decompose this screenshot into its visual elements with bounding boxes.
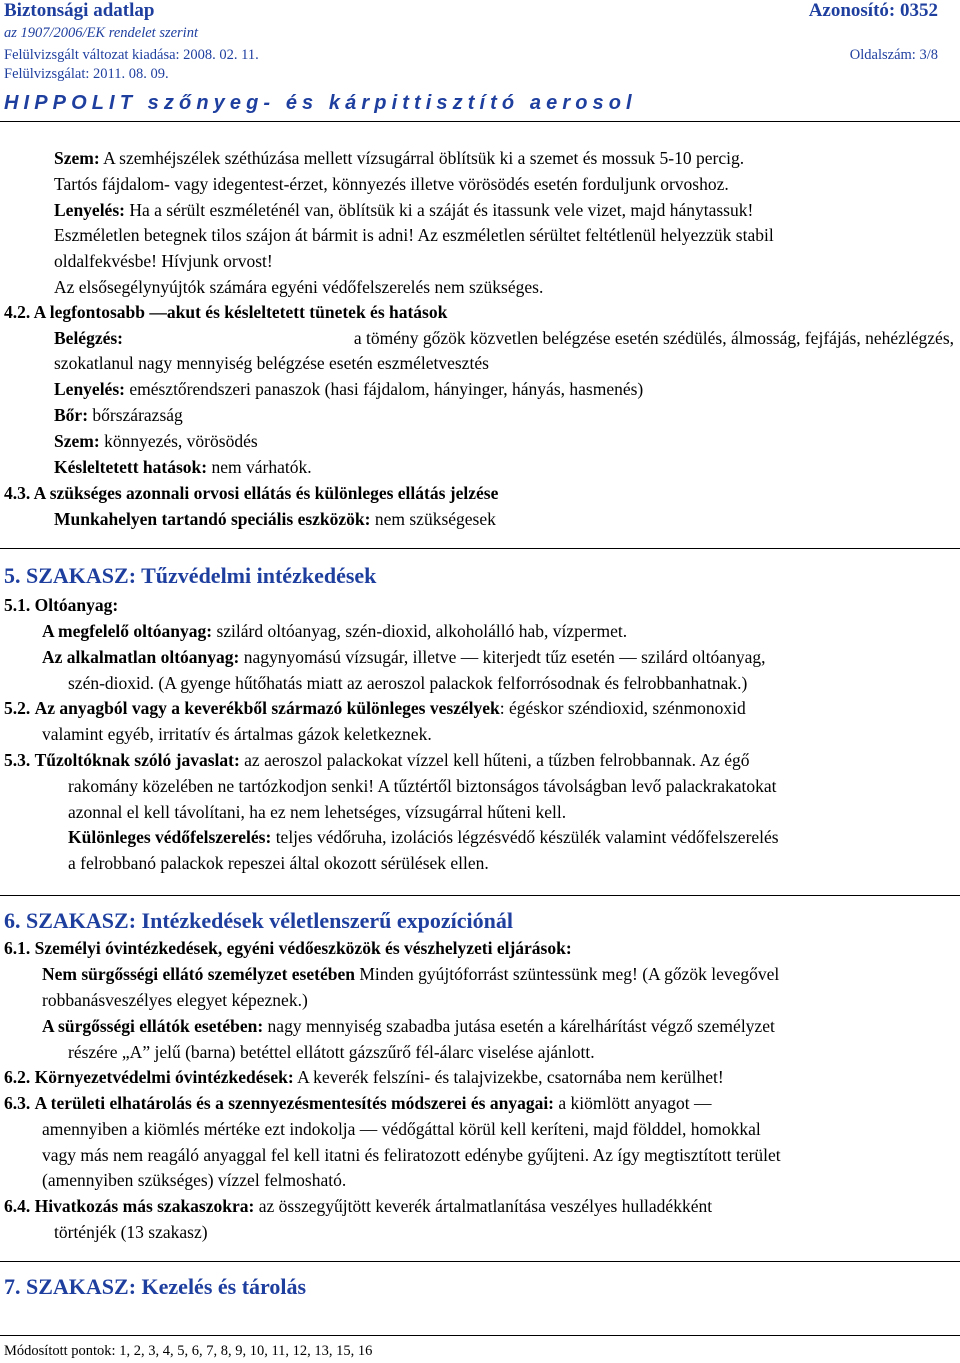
revision-info: Felülvizsgált változat kiadása: 2008. 02. 11. [4,47,259,63]
doc-id: Azonosító: 0352 [808,0,938,21]
product-name: HIPPOLIT szőnyeg- és kárpittisztító aerosol [4,92,637,114]
symptom-inhalation: Belégzés: a tömény gőzök közvetlen belégzése esetén szédülés, álmosság, fejfájás, nehézlégzés, [54,328,954,348]
symptom-eye: Szem: könnyezés, vörösödés [54,431,258,451]
section-6-3: 6.3. A területi elhatárolás és a szennyezésmentesítés módszerei és anyagai: a kiömlött anyagot — [4,1093,712,1113]
firefighter-ppe-cont: a felrobbanó palackok repeszei által okozott sérülések ellen. [68,853,489,873]
section-divider [0,895,960,896]
section-6-2: 6.2. Környezetvédelmi óvintézkedések: A keverék felszíni- és talajvizekbe, csatornába nem kerülhet! [4,1067,724,1087]
first-aid-ingestion: Lenyelés: Ha a sérült eszméleténél van, öblítsük ki a száját és itassunk vele vizet, majd hánytassuk! [54,200,754,220]
regulation-note: az 1907/2006/EK rendelet szerint [4,25,198,41]
emergency-responders: A sürgősségi ellátók esetében: nagy mennyiség szabadba jutása esetén a kárelhárítást végző személyzet [42,1016,775,1036]
footer-divider [0,1335,960,1336]
section-6-4-cont: történjék (13 szakasz) [54,1222,208,1242]
symptom-ingestion: Lenyelés: emésztőrendszeri panaszok (hasi fájdalom, hányinger, hányás, hasmenés) [54,379,644,399]
first-aid-eye: Szem: A szemhéjszélek széthúzása mellett vízsugárral öblítsük ki a szemet és mossuk 5-10 percig. [54,148,745,168]
section-6-heading: 6. SZAKASZ: Intézkedések véletlenszerű expozíciónál [4,908,514,933]
section-5-1-title: 5.1. Oltóanyag: [4,595,119,615]
symptom-inhalation-cont: szokatlanul nagy mennyiség belégzése esetén eszméletvesztés [54,353,489,373]
unsuitable-extinguisher: Az alkalmatlan oltóanyag: nagynyomású vízsugár, illetve — kiterjedt tűz esetén — szilárd oltóanyag, [42,647,766,667]
suitable-extinguisher: A megfelelő oltóanyag: szilárd oltóanyag, szén-dioxid, alkoholálló hab, vízpermet. [42,621,628,641]
non-emergency-personnel: Nem sürgősségi ellátó személyzet esetében Minden gyújtóforrást szüntessünk meg! (A gőzök levegővel [42,964,780,984]
section-5-3-cont: rakomány közelében ne tartózkodjon senki! A tűztértől biztonságos távolságban levő palackrakatokat [68,776,777,796]
doc-title: Biztonsági adatlap [4,0,155,21]
page-number: Oldalszám: 3/8 [849,47,938,63]
section-4-2-title: 4.2. A legfontosabb —akut és késleltetett tünetek és hatások [4,302,448,322]
review-date: Felülvizsgálat: 2011. 08. 09. [4,66,169,82]
section-5-3: 5.3. Tűzoltóknak szóló javaslat: az aeroszol palackokat vízzel kell hűteni, a tűzben felrobbannak. Az égő [4,750,750,770]
firefighter-ppe: Különleges védőfelszerelés: teljes védőruha, izolációs légzésvédő készülék valamint védőfelszerelés [68,827,779,847]
section-5-heading: 5. SZAKASZ: Tűzvédelmi intézkedések [4,563,377,588]
non-emergency-personnel-cont: robbanásveszélyes elegyet képeznek.) [42,990,308,1010]
modified-points: Módosított pontok: 1, 2, 3, 4, 5, 6, 7, 8, 9, 10, 11, 12, 13, 15, 16 [4,1343,373,1359]
section-5-3-cont2: azonnal el kell távolítani, ha ez nem lehetséges, vízsugárral hűteni kell. [68,802,567,822]
section-divider [0,1261,960,1262]
section-6-1-title: 6.1. Személyi óvintézkedések, egyéni védőeszközök és vészhelyzeti eljárások: [4,938,572,958]
section-4-3-title: 4.3. A szükséges azonnali orvosi ellátás és különleges ellátás jelzése [4,483,499,503]
first-aid-ingestion-cont: Eszméletlen betegnek tilos szájon át bármit is adni! Az eszméletlen sérültet feltétlenül helyezzük stabil [54,225,774,245]
section-divider [0,548,960,549]
section-5-2: 5.2. Az anyagból vagy a keverékből származó különleges veszélyek: égéskor széndioxid, szénmonoxid [4,698,746,718]
section-6-3-cont3: (amennyiben szükséges) vízzel felmosható. [42,1170,347,1190]
special-tools: Munkahelyen tartandó speciális eszközök: nem szükségesek [54,509,496,529]
section-7-heading: 7. SZAKASZ: Kezelés és tárolás [4,1274,307,1299]
symptom-delayed: Késleltetett hatások: nem várhatók. [54,457,312,477]
section-6-4: 6.4. Hivatkozás más szakaszokra: az összegyűjtött keverék ártalmatlanítása veszélyes hulladékként [4,1196,713,1216]
unsuitable-extinguisher-cont: szén-dioxid. (A gyenge hűtőhatás miatt az aeroszol palackok felforrósodnak és felrobbanhatnak.) [68,673,748,693]
section-5-2-cont: valamint egyéb, irritatív és ártalmas gázok keletkeznek. [42,724,432,744]
first-aid-ingestion-cont2: oldalfekvésbe! Hívjunk orvost! [54,251,273,271]
emergency-responders-cont: részére „A” jelű (barna) betéttel ellátott gázszűrő fél-álarc viselése ajánlott. [68,1042,595,1062]
section-6-3-cont: amennyiben a kiömlés mértéke ezt indokolja — védőgáttal körül kell keríteni, majd földdel, homokkal [42,1119,761,1139]
header-divider [0,121,960,122]
section-6-3-cont2: vagy más nem reagáló anyaggal fel kell itatni és feliratozott edénybe gyűjteni. Az így megtisztított terület [42,1145,781,1165]
first-aid-eye-cont: Tartós fájdalom- vagy idegentest-érzet, könnyezés illetve vörösödés esetén forduljunk orvoshoz. [54,174,729,194]
first-aid-ppe: Az elsősegélynyújtók számára egyéni védőfelszerelés nem szükséges. [54,277,544,297]
symptom-skin: Bőr: bőrszárazság [54,405,183,425]
